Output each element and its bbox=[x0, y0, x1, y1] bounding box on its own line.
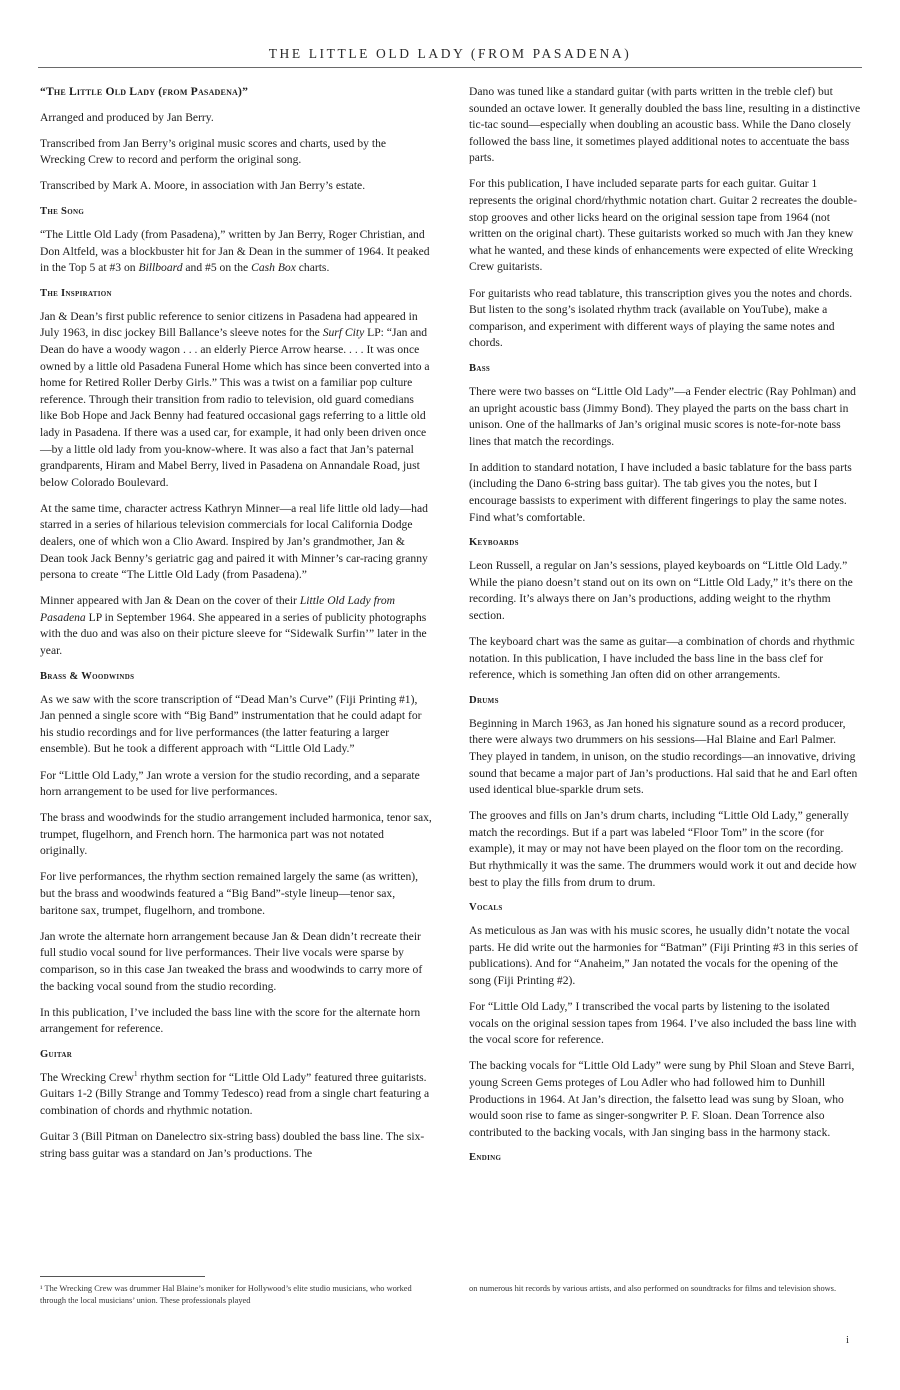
insp1-text-a: Jan & Dean’s first public reference to senior citizens in Pasadena had appeared in July 1963, in disc jockey Bill Ballance’s sleeve notes for the bbox=[40, 309, 418, 340]
heading-guitar: Guitar bbox=[40, 1048, 73, 1060]
brass-paragraph-3: The brass and woodwinds for the studio arrangement included harmonica, tenor sax, trumpet, flugelhorn, and French horn. The harmonica part was not notated originally. bbox=[40, 811, 432, 858]
heading-the-inspiration: The Inspiration bbox=[40, 287, 112, 299]
insp1-text-b: LP: “Jan and Dean do have a woody wagon . . . an elderly Pierce Arrow hearse. . . . It was once owned by a little old Pasadena Funeral Home which has since been converted into a home for Retired Roller Derby Girls.” This was a twist on a familiar pop culture reference. Through their transition from radio to television, old guard comedians like Bob Hope and Jack Benny had featured occasional gags referring to a little old lady in Pasadena. If there was a used car, for example, it had only been driven once—by a little old lady from you-know-where. It was also a fact that Jan’s paternal grandparents, Hiram and Mabel Berry, lived in Pasadena on Annandale Road, just below Colorado Boulevard. bbox=[40, 326, 430, 489]
cashbox-title: Cash Box bbox=[251, 261, 296, 275]
running-title: THE LITTLE OLD LADY (FROM PASADENA) bbox=[268, 46, 632, 61]
inspiration-paragraph-2: At the same time, character actress Kathryn Minner—a real life little old lady—had starred in a series of hilarious television commercials for local California Dodge dealers, one of which won a Clio Award. Inspired by Jan’s grandmother, Jan & Dean took Jack Benny’s geriatric gag and paired it with Minner’s car-racing granny persona to create “The Little Old Lady (from Pasadena).” bbox=[40, 501, 428, 582]
credit-arranged: Arranged and produced by Jan Berry. bbox=[40, 110, 214, 124]
brass-paragraph-2: For “Little Old Lady,” Jan wrote a version for the studio recording, and a separate horn arrangement to be used for live performances. bbox=[40, 768, 420, 799]
credit-transcribed-by: Transcribed by Mark A. Moore, in association with Jan Berry’s estate. bbox=[40, 179, 366, 193]
vocals-paragraph-2: For “Little Old Lady,” I transcribed the vocal parts by listening to the isolated vocals on the original session tapes from 1964. I’ve also included the bass line with the vocal score for reference. bbox=[469, 1000, 857, 1047]
header-rule bbox=[38, 67, 862, 68]
insp3-text-b: LP in September 1964. She appeared in a series of publicity photographs with the duo and was also on their picture sleeve for “Sidewalk Surfin’” later in the year. bbox=[40, 610, 427, 658]
surf-city-title: Surf City bbox=[322, 326, 365, 340]
guitar1-text-a: The Wrecking Crew bbox=[40, 1070, 134, 1084]
song-title: “The Little Old Lady (from Pasadena)” bbox=[40, 85, 249, 98]
footnote-rule bbox=[40, 1276, 205, 1277]
bass-paragraph-2: In addition to standard notation, I have included a basic tablature for the bass parts (including the Dano 6-string bass guitar). The tab gives you the notes, but I encourage bassists to experiment with different fingerings to play the same notes. Find what’s comfortable. bbox=[469, 460, 852, 524]
bass-paragraph-1: There were two basses on “Little Old Lady”—a Fender electric (Ray Pohlman) and an upright acoustic bass (Jimmy Bond). They played the parts on the bass chart in unison. One of the hallmarks of Jan’s original music scores is note-for-note bass lines that match the recordings. bbox=[469, 384, 856, 448]
guitar-paragraph-3: For this publication, I have included separate parts for each guitar. Guitar 1 represents the original chord/rhythmic notation chart. Guitar 2 recreates the double-stop grooves and other licks heard on the original session tape from 1964 (not written on the original chart). These guitarists worked so much with Jan they knew what he wanted, and these kinds of enhancements were expected of elite Wrecking Crew guitarists. bbox=[469, 177, 857, 274]
vocals-paragraph-1: As meticulous as Jan was with his music scores, he usually didn’t notate the vocal parts. He did write out the harmonies for “Batman” (Fiji Printing #3 in this series of publications). And for “Anaheim,” Jan notated the vocals for the opening of the song (Fiji Printing #2). bbox=[469, 924, 858, 988]
guitar-paragraph-1 bbox=[40, 1070, 432, 1120]
footnote-left: ¹ The Wrecking Crew was drummer Hal Blaine’s moniker for Hollywood’s elite studio musicians, who worked through the local musicians’ union. These professionals played bbox=[40, 1284, 412, 1306]
brass-paragraph-5: Jan wrote the alternate horn arrangement because Jan & Dean didn’t recreate their full studio vocal sound for live performances. Their live vocals were sparse by comparison, so in this case Jan tweaked the brass and woodwinds to carry more of the backing vocal sound from the studio recording. bbox=[40, 929, 423, 993]
brass-paragraph-1: As we saw with the score transcription of “Dead Man’s Curve” (Fiji Printing #1), Jan penned a single score with “Big Band” instrumentation that he could adapt for his studio recordings and for live performances (the latter featuring a larger ensemble). But he took a different approach with “Little Old Lady.” bbox=[40, 692, 422, 756]
vocals-paragraph-3: The backing vocals for “Little Old Lady” were sung by Phil Sloan and Steve Barri, young Screen Gems proteges of Lou Adler who had followed him to Dunhill Productions in 1964. At Jan’s direction, the falsetto lead was sung by Sloan, who would soon rise to fame as singer-songwriter P. F. Sloan. Dean Torrence also contributed to the backing vocals, with Jan singing bass in the harmony stack. bbox=[469, 1059, 855, 1139]
keyboards-paragraph-1: Leon Russell, a regular on Jan’s sessions, played keyboards on “Little Old Lady.” While the piano doesn’t stand out on its own on “Little Old Lady,” it’s there on the recording. It’s always there on Jan’s productions, adding weight to the rhythm section. bbox=[469, 559, 853, 622]
footnote-marker: 1 bbox=[133, 1069, 138, 1078]
right-column bbox=[469, 84, 861, 1173]
inspiration-paragraph-1 bbox=[40, 309, 432, 492]
song-text-c: charts. bbox=[295, 261, 330, 275]
guitar-paragraph-2: Guitar 3 (Bill Pitman on Danelectro six-string bass) doubled the bass line. The six-string bass guitar was a standard on Jan’s productions. The bbox=[40, 1130, 425, 1160]
dano-paragraph: Dano was tuned like a standard guitar (with parts written in the treble clef) but sounded an octave lower. It generally doubled the bass line, resulting in a distinctive tic-tac sound—especially when doubling an acoustic bass. While the Dano closely followed the bass line, it sometimes played additional notes to accentuate the bass parts. bbox=[469, 85, 861, 165]
song-paragraph bbox=[40, 227, 432, 277]
guitar-paragraph-4: For guitarists who read tablature, this transcription gives you the notes and chords. But listen to the song’s isolated rhythm track (available on YouTube), make a comparison, and experiment with different ways of playing the same notes and chords. bbox=[469, 286, 853, 350]
page-number: i bbox=[846, 1334, 850, 1346]
heading-keyboards: Keyboards bbox=[469, 537, 519, 549]
inspiration-paragraph-3 bbox=[40, 593, 432, 659]
heading-the-song: The Song bbox=[40, 205, 85, 217]
heading-drums: Drums bbox=[469, 694, 499, 706]
footnote-right: on numerous hit records by various artists, and also performed on soundtracks for films and television shows. bbox=[469, 1284, 837, 1293]
keyboards-paragraph-2: The keyboard chart was the same as guitar—a combination of chords and rhythmic notation. In this publication, I have included the bass line in the bass clef for reference, which is something Jan often did on other arrangements. bbox=[469, 635, 855, 682]
heading-bass: Bass bbox=[469, 362, 491, 374]
brass-paragraph-4: For live performances, the rhythm section remained largely the same (as written), but the brass and woodwinds featured a “Big Band”-style lineup—tenor sax, baritone sax, trumpet, flugelhorn, and trombone. bbox=[40, 870, 419, 917]
credit-transcribed-from: Transcribed from Jan Berry’s original music scores and charts, used by the Wrecking Crew to record and perform the original song. bbox=[40, 136, 387, 167]
song-text-b: and #5 on the bbox=[182, 261, 252, 275]
heading-ending: Ending bbox=[469, 1152, 502, 1164]
album-title: Little Old Lady from Pasadena bbox=[40, 594, 396, 624]
billboard-title: Billboard bbox=[138, 261, 183, 275]
brass-paragraph-6: In this publication, I’ve included the bass line with the score for the alternate horn arrangement for reference. bbox=[40, 1005, 421, 1036]
drums-paragraph-1: Beginning in March 1963, as Jan honed his signature sound as a record producer, there were always two drummers on his sessions—Hal Blaine and Earl Palmer. They played in tandem, in unison, on the studio recordings—an innovative, driving sound that became a major part of Jan’s productions. Hal said that he and Earl often used identical blue-sparkle drum sets. bbox=[469, 716, 858, 797]
song-text-a: “The Little Old Lady (from Pasadena),” written by Jan Berry, Roger Christian, and Don Altfeld, was a blockbuster hit for Jan & Dean in the summer of 1964. It peaked in the Top 5 at #3 on bbox=[40, 227, 430, 275]
insp3-text-a: Minner appeared with Jan & Dean on the cover of their bbox=[40, 594, 300, 608]
heading-brass-woodwinds: Brass & Woodwinds bbox=[40, 670, 135, 682]
heading-vocals: Vocals bbox=[469, 902, 503, 914]
guitar1-text-b: rhythm section for “Little Old Lady” featured three guitarists. Guitars 1-2 (Billy Strange and Tommy Tedesco) read from a single chart featuring a combination of chords and rhythmic notation. bbox=[40, 1070, 430, 1117]
left-column bbox=[40, 84, 432, 1172]
drums-paragraph-2: The grooves and fills on Jan’s drum charts, including “Little Old Lady,” generally match the recordings. But if a part was labeled “Floor Tom” in the score (for example), it may or may not have been played on the floor tom on the recording. But rhythmically it was the same. The drummers would work it out and decide how best to play the fills from drum to drum. bbox=[469, 809, 857, 889]
